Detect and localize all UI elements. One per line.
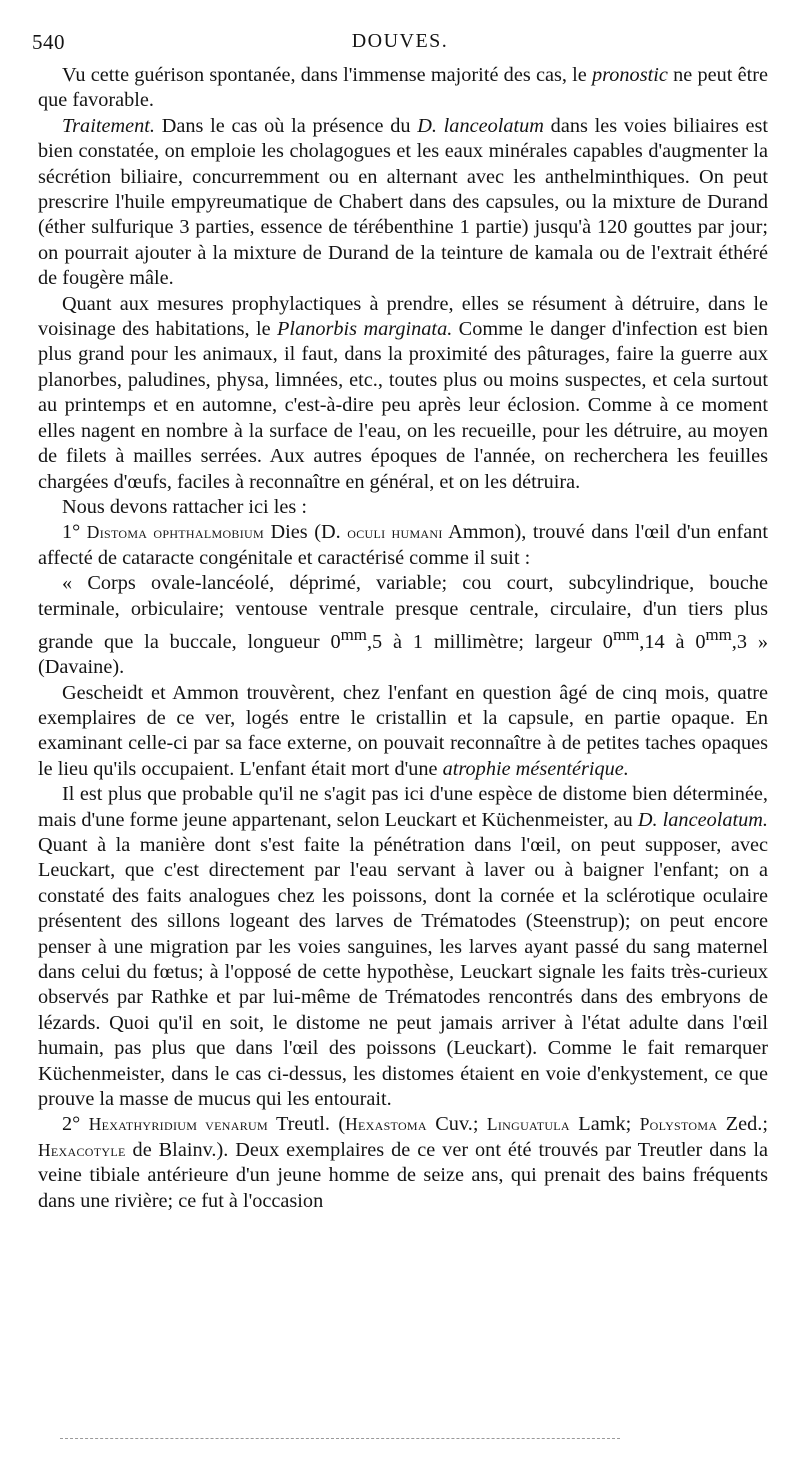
paragraph-intro-list xyxy=(38,495,768,520)
text-run: Lamk; xyxy=(569,1113,640,1136)
small-caps-term: Hexathyridium venarum xyxy=(88,1114,268,1135)
text-run: Vu cette guérison spontanée, dans l'immense majorité des cas, le xyxy=(62,64,592,86)
small-caps-term: oculi humani xyxy=(347,522,443,543)
footer-rule xyxy=(60,1438,620,1439)
text-run: Cuv.; xyxy=(426,1113,487,1136)
unit-superscript: mm xyxy=(705,624,732,644)
text-run: 2° xyxy=(62,1113,89,1136)
italic-term: atrophie mésentérique. xyxy=(442,757,629,780)
paragraph-prophylaxis xyxy=(38,292,768,495)
italic-term: D. lanceolatum. xyxy=(637,808,768,831)
paragraph-distoma-ophthalmobium xyxy=(38,520,768,571)
page-number: 540 xyxy=(32,30,65,54)
small-caps-term: Hexastoma xyxy=(345,1114,427,1135)
text-run: Ammon), trouvé dans l'œil d'un enfant affecté de cataracte congénitale et caractérisé comme il suit : xyxy=(38,521,768,569)
small-caps-term: Polystoma xyxy=(639,1114,718,1135)
paragraph-description-quote xyxy=(38,571,768,680)
text-run: Zed.; xyxy=(717,1113,769,1136)
text-run: Nous devons rattacher ici les : xyxy=(62,495,307,518)
text-run: « Corps ovale-lancéolé, déprimé, variable; cou court, subcylindrique, bouche terminale, orbiculaire; ventouse ventrale presque centrale, circulaire, d'un tiers plus grande que la buccale, longueur 0 xyxy=(38,572,768,653)
small-caps-term: Hexacotyle xyxy=(38,1139,126,1160)
text-run: 1° xyxy=(62,521,87,544)
text-run: dans les voies biliaires est bien constatée, on emploie les cholagogues et les eaux minérales capables d'augmenter la sécrétion biliaire, concurremment ou en alternant avec les anthelminthiques. On peut prescrire l'huile empyreumatique de Chabert dans des capsules, ou la mixture de Durand (éther sulfurique 3 parties, essence de térébenthine 1 partie) jusqu'à 120 gouttes par jour; on pourrait ajouter à la mixture de Durand de la teinture de kamala ou de l'extrait éthéré de fougère mâle. xyxy=(38,114,768,290)
text-run: Il est plus que probable qu'il ne s'agit pas ici d'une espèce de distome bien déterminée, mais d'une forme jeune appartenant, selon Leuckart et Küchenmeister, au xyxy=(38,783,768,831)
text-run: Dies (D. xyxy=(263,521,348,544)
paragraph-leuckart-discussion xyxy=(38,782,768,1112)
unit-superscript: mm xyxy=(340,624,367,644)
paragraph-hexathyridium xyxy=(38,1112,768,1214)
running-head: DOUVES. xyxy=(351,30,449,52)
text-run: Dans le cas où la présence du xyxy=(154,114,418,137)
page-header xyxy=(32,30,768,58)
unit-superscript: mm xyxy=(612,624,640,644)
text-run: de Blainv.). Deux exemplaires de ce ver ont été trouvés par Treutler dans la veine tibiale antérieure d'un jeune homme de seize ans, qui prenait des bains fréquents dans une rivière; ce fut à l'occasion xyxy=(38,1138,768,1212)
text-run: ne peut être que favorable. xyxy=(38,64,768,112)
text-run: Gescheidt et Ammon trouvèrent, chez l'enfant en question âgé de cinq mois, quatre exemplaires de ce ver, logés entre le cristallin et la capsule, en partie opaque. En examinant celle-ci par sa face externe, on pouvait reconnaître à de petites taches opaques le lieu qu'ils occupaient. L'enfant était mort d'une xyxy=(38,681,768,780)
paragraph-treatment xyxy=(38,114,768,292)
italic-term: D. lanceolatum xyxy=(417,114,544,137)
text-run: Quant aux mesures prophylactiques à prendre, elles se résument à détruire, dans le voisinage des habitations, le xyxy=(38,292,768,341)
text-run: Comme le danger d'infection est bien plus grand pour les animaux, il faut, dans la proximité des pâturages, faire la guerre aux planorbes, paludines, physa, limnées, etc., toutes plus ou moins suspectes, et cela surtout au printemps et en automne, c'est-à-dire peu après leur éclosion. Comme à ce moment elles nagent en nombre à la surface de l'eau, on les recueille, pour les détruire, au moyen de filets à mailles serrées. Aux autres époques de l'année, on recherchera les feuilles chargées d'œufs, faciles à reconnaître en général, et on les détruira. xyxy=(38,318,768,493)
small-caps-term: Linguatula xyxy=(486,1114,570,1135)
italic-term: Planorbis marginata. xyxy=(277,318,453,341)
body-text xyxy=(38,63,768,1214)
small-caps-term: Distoma ophthalmobium xyxy=(86,522,264,543)
text-run: ,5 à 1 millimètre; largeur 0 xyxy=(366,630,613,653)
text-run: ,14 à 0 xyxy=(639,630,706,653)
text-run: Treutl. ( xyxy=(267,1113,346,1136)
text-run: Quant à la manière dont s'est faite la pénétration dans l'œil, on peut supposer, avec Leuckart, que c'est directement par l'eau servant à laver ou à baigner l'enfant; on a constaté des faits analogues chez les poissons, dont la cornée et la sclérotique oculaire présentent des sillons logeant des larves de Trématodes (Steenstrup); on peut encore penser à une migration par les voies sanguines, les larves ayant passé du sang maternel dans celui du fœtus; à l'opposé de cette hypothèse, Leuckart signale les faits très-curieux observés par Rathke et par lui-même de Trématodes rencontrés dans des embryons de lézards. Quoi qu'il en soit, le distome ne peut jamais arriver à l'état adulte dans l'œil humain, pas plus que dans l'œil des poissons (Leuckart). Comme le fait remarquer Küchenmeister, dans le cas ci-dessus, les distomes étaient en voie d'enkystement, ce que prouve la masse de mucus qui les entourait. xyxy=(38,833,768,1111)
paragraph-prognosis xyxy=(38,63,768,114)
text-run: ,3 » (Davaine). xyxy=(38,630,768,679)
paragraph-gescheidt-ammon xyxy=(38,681,768,783)
section-heading-italic: Traitement. xyxy=(62,114,155,137)
italic-term: pronostic xyxy=(592,64,668,86)
